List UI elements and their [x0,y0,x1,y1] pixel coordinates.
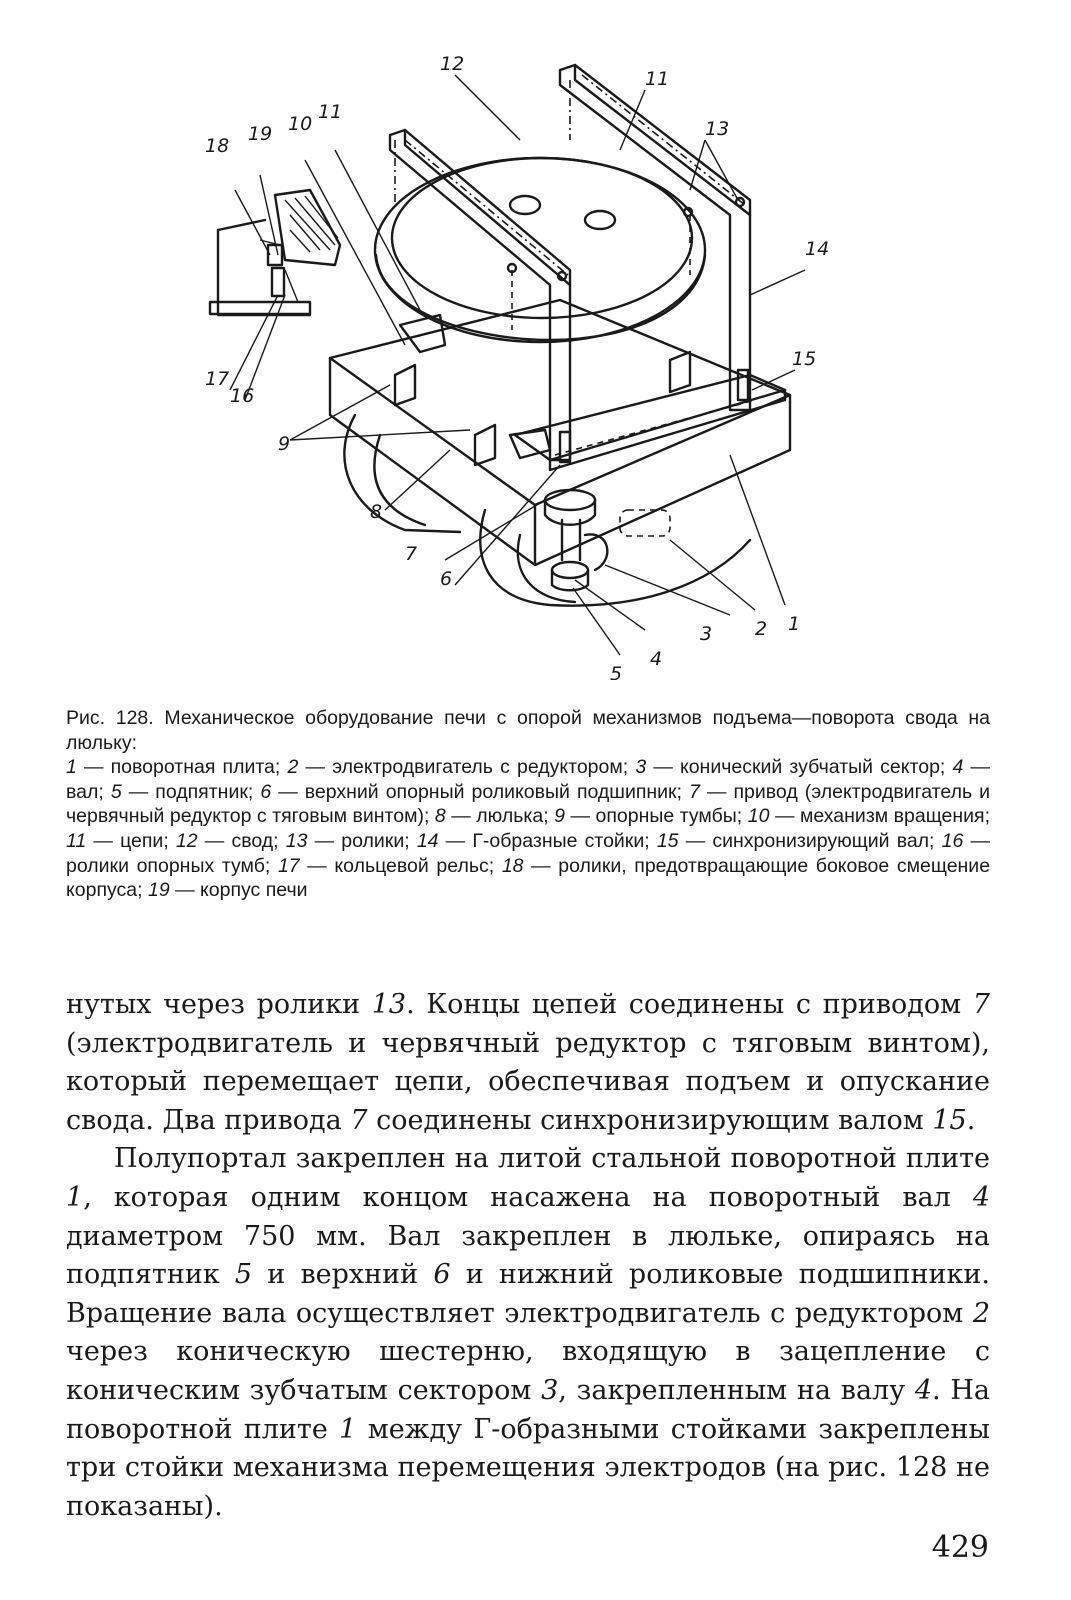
callout-16: 16 [230,385,255,407]
callout-3: 3 [700,623,713,645]
legend-number: 3 [635,756,647,779]
legend-text: поворотная плита; [110,756,281,779]
shaft [562,520,580,560]
reference-number: 3 [541,1374,559,1406]
legend-text: верхний опорный роликовый подшипник; [304,780,683,803]
upper-bearing [545,490,595,510]
reference-number: 13 [371,989,407,1020]
callout-18: 18 [205,135,230,157]
legend-text: свод; [231,829,279,852]
thrust-bearing [552,562,588,578]
page-number: 429 [931,1530,989,1565]
reference-number: 4 [972,1181,990,1213]
callout-6: 6 [440,568,453,590]
cradle-lower-body [480,510,750,606]
legend-text: ролики, предотвращающие боковое смещение корпуса; [66,854,991,902]
text-run: Полупортал закреплен на литой стальной поворотной плите [114,1143,990,1175]
roof-ellipse-inner [392,158,692,318]
callout-8: 8 [370,501,383,523]
callout-11-right: 11 [645,68,670,90]
text-run: . [966,1104,976,1136]
legend-text: механизм вращения; [799,805,991,828]
legend-number: 14 [416,829,439,852]
furnace-mechanism-drawing [190,40,830,680]
support-pedestal [395,365,415,405]
callout-19: 19 [248,123,273,145]
ring-rail-bracket [218,220,310,315]
reference-number: 7 [972,989,990,1020]
legend-text: цепи; [120,829,169,852]
callout-7: 7 [405,543,418,565]
legend-text: привод (электродвигатель и червячный редуктор с тяговым винтом); [66,780,991,828]
callout-2: 2 [755,618,768,640]
text-run: и верхний [252,1259,434,1291]
legend-number: 13 [285,829,308,852]
legend-number: 10 [747,805,770,828]
paragraph-2 [66,1140,990,1526]
legend-text: электродвигатель с редуктором; [332,756,629,779]
legend-number: 18 [501,854,524,877]
text-run: соединены синхронизирующим валом [367,1104,933,1136]
legend-text: кольцевой рельс; [334,854,495,877]
callout-14: 14 [805,238,830,260]
legend-text: ролики; [341,829,410,852]
electrode-hole [510,196,540,214]
legend-text: синхронизирующий вал; [712,829,935,852]
reference-number: 7 [350,1104,368,1136]
legend-number: 15 [656,829,679,852]
text-run: через коническую шестерню, входящую в зацепление с коническим зубчатым сектором [66,1336,990,1406]
reference-number: 4 [914,1374,933,1406]
caption-title: Рис. 128. Механическое оборудование печи с опорой механизмов подъема—поворота свода на люльку: [66,707,990,754]
caption-legend: 1 — поворотная плита; 2 — электродвигатель с редуктором; 3 — конический зубчатый сектор; 4 — вал; 5 — подпятник; 6 — верхний опорный роликовый подшипник; 7 — привод (электродвигатель и червячный редуктор с тяговым винтом); 8 — люлька; 9 — опорные тумбы; 10 — механизм вращения; 11 — цепи; 12 — свод; 13 — ролики; 14 — Г-образные стойки; 15 — синхронизирующий вал; 16 — ролики опорных тумб; 17 — кольцевой рельс; 18 — ролики, предотвращающие боковое смещение корпуса; 19 — корпус печи [66,756,991,902]
pedestal-roller [268,245,282,265]
legend-number: 19 [147,879,170,902]
legend-number: 7 [689,780,700,803]
legend-number: 2 [287,756,299,779]
text-run: , закрепленным на валу [558,1374,915,1406]
legend-number: 1 [66,756,77,779]
callout-11-left: 11 [318,101,343,123]
text-run: нутых через ролики [66,989,372,1020]
legend-number: 17 [277,854,300,877]
reference-number: 2 [972,1297,990,1329]
l-shaped-post-left [390,130,570,460]
callout-10: 10 [288,113,313,135]
legend-text: Г-образные стойки; [472,829,650,852]
legend-text: корпус печи [200,879,308,902]
callout-1: 1 [788,613,801,635]
legend-number: 8 [434,805,446,828]
text-run: , которая одним концом насажена на поворотный вал [83,1181,973,1213]
body-text [66,986,990,1526]
legend-number: 6 [260,780,272,803]
figure-caption [66,706,990,903]
legend-number: 11 [66,829,87,852]
legend-number: 5 [110,780,122,803]
electrode-hole [585,211,615,229]
legend-number: 12 [175,829,198,852]
figure-128-drawing [190,40,830,680]
reference-number: 1 [66,1181,84,1213]
text-run: диаметром 750 мм. Вал закреплен в люльке, опираясь на подпятник [66,1220,990,1291]
callout-15: 15 [792,348,817,370]
legend-text: вал; [66,780,104,803]
text-run: и нижний роликовые подшипники. Вращение вала осуществляет электродвигатель с редуктором [66,1259,991,1329]
callout-17: 17 [205,368,230,390]
paragraph-1 [66,986,990,1140]
drive-unit [510,430,550,458]
legend-text: ролики опорных тумб; [66,854,271,877]
legend-number: 16 [941,829,964,852]
reference-number: 6 [433,1259,451,1291]
legend-text: люлька; [476,805,549,828]
text-run: . Концы цепей соединены с приводом [406,989,973,1020]
legend-number: 9 [554,805,565,828]
callout-4: 4 [650,648,663,670]
legend-number: 4 [952,756,964,779]
reference-number: 15 [932,1104,967,1136]
reference-number: 1 [339,1413,357,1445]
turntable-plate [515,375,785,460]
l-shaped-post-right [560,65,750,410]
legend-text: подпятник; [155,780,254,803]
callout-5: 5 [610,663,623,680]
reference-number: 5 [234,1259,253,1291]
text-run: (электродвигатель и червячный редуктор с тяговым винтом), который перемещает цепи, обеспечивая подъем и опускание свода. Два привода [66,1027,990,1136]
callout-12: 12 [440,53,465,75]
legend-text: опорные тумбы; [595,805,743,828]
text-run: . На поворотной плите [66,1374,990,1445]
callout-9: 9 [278,433,291,455]
text-run: между Г-образными стойками закреплены три стойки механизма перемещения электродов (на рис. 128 не показаны). [66,1413,990,1522]
callout-13: 13 [705,118,730,140]
legend-text: конический зубчатый сектор; [679,756,946,779]
